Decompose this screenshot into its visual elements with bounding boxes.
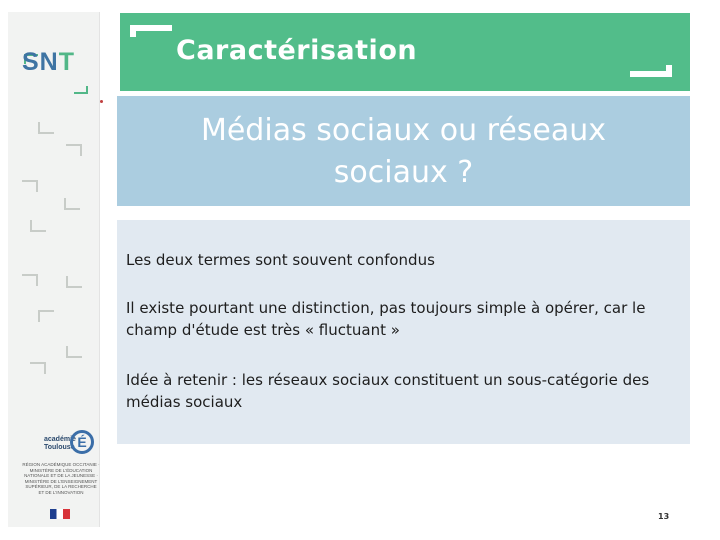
page-title: Caractérisation: [176, 35, 418, 66]
decor-bracket: [66, 144, 82, 156]
academy-logo-icon: É: [70, 430, 94, 454]
decor-bracket: [66, 276, 82, 288]
subtitle-line2: sociaux ?: [333, 155, 474, 190]
page-number: 13: [658, 512, 670, 521]
title-banner: [120, 13, 690, 91]
decor-bracket: [30, 362, 46, 374]
subtitle-box: [117, 96, 690, 206]
academy-line2: Toulouse: [44, 444, 75, 451]
decor-bracket: [64, 198, 80, 210]
ministry-text: RÉGION ACADÉMIQUE OCCITANIE · MINISTÈRE DE L'ÉDUCATION NATIONALE ET DE LA JEUNESSE · MINISTÈRE DE L'ENSEIGNEMENT SUPÉRIEUR, DE LA RECHERCHE ET DE L'INNOVATION: [22, 462, 100, 495]
paragraph-1: Les deux termes sont souvent confondus: [126, 251, 435, 269]
decor-bracket: [38, 310, 54, 322]
logo-dot: [100, 100, 103, 103]
banner-corner-top-left: [130, 25, 172, 37]
decor-bracket: [22, 274, 38, 286]
snt-logo-suffix: T: [58, 48, 76, 76]
subtitle-line1: Médias sociaux ou réseaux: [200, 113, 607, 148]
decor-bracket: [30, 220, 46, 232]
logo-corner-bottom-right: [74, 86, 88, 94]
academy-line1: académie: [44, 436, 76, 443]
paragraph-3: Idée à retenir : les réseaux sociaux constituent un sous-catégorie des médias sociaux: [126, 371, 650, 411]
snt-logo-prefix: SN: [22, 48, 59, 76]
french-flag-icon: [50, 509, 70, 519]
decor-bracket: [22, 180, 38, 192]
subtitle: [117, 110, 690, 194]
sidebar: [8, 12, 100, 527]
banner-corner-bottom-right: [630, 65, 672, 77]
decor-bracket: [66, 346, 82, 358]
decor-bracket: [38, 122, 54, 134]
content-box: [117, 220, 690, 444]
snt-logo: [22, 48, 75, 77]
paragraph-2: Il existe pourtant une distinction, pas toujours simple à opérer, car le champ d'étude est très « fluctuant »: [126, 299, 646, 339]
